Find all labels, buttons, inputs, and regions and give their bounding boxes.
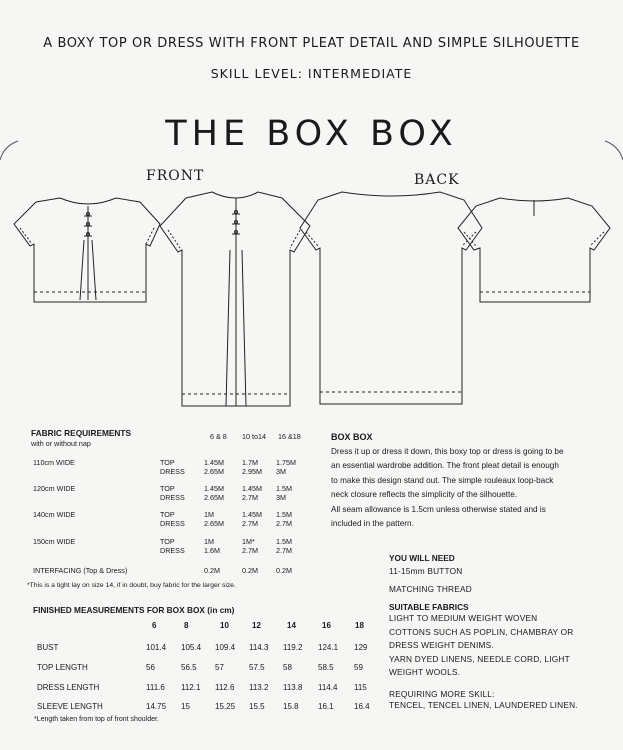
fabric-value: 2.65M	[204, 467, 224, 476]
fabric-item: TOP	[160, 484, 175, 493]
fabric-value: 1.7M	[242, 458, 258, 467]
measure-value: 56	[146, 663, 155, 672]
measure-value: 58.5	[318, 663, 334, 672]
measure-value: 129	[354, 643, 368, 652]
fabric-value: 2.7M	[276, 519, 292, 528]
measure-value: 57	[215, 663, 224, 672]
front-view-label: FRONT	[146, 168, 205, 184]
fabric-width: 150cm WIDE	[33, 537, 76, 546]
description-line: included in the pattern.	[331, 519, 414, 529]
fabric-value: 0.2M	[276, 566, 292, 575]
fabric-item: TOP	[160, 537, 175, 546]
fabric-value: 0.2M	[242, 566, 258, 575]
measure-value: 15.5	[249, 702, 265, 711]
more-skill-fabrics: TENCEL, TENCEL LINEN, LAUNDERED LINEN.	[389, 700, 578, 710]
measure-value: 114.4	[318, 683, 338, 692]
measure-value: 15	[181, 702, 190, 711]
measure-value: 112.6	[215, 683, 235, 692]
notions-heading: YOU WILL NEED	[389, 553, 455, 563]
description-line: an essential wardrobe addition. The front pleat detail is enough	[331, 461, 559, 471]
back-top-sketch	[458, 198, 610, 302]
fabric-value: 1M	[204, 537, 214, 546]
fabric-value: 1.75M	[276, 458, 296, 467]
fabric-value: 3M	[276, 467, 286, 476]
fabric-value: 0.2M	[204, 566, 220, 575]
measure-value: 113.2	[249, 683, 269, 692]
suitable-fabrics-heading: SUITABLE FABRICS	[389, 602, 469, 612]
fabric-heading: FABRIC REQUIREMENTS	[31, 428, 132, 438]
size-header: 6	[152, 621, 157, 630]
fabric-item: DRESS	[160, 467, 185, 476]
front-dress-sketch	[160, 192, 310, 406]
measure-value: 14.75	[146, 702, 167, 711]
fabric-value: 2.7M	[242, 519, 258, 528]
fabric-size-header: 6 & 8	[210, 432, 227, 441]
fabric-value: 1M	[204, 510, 214, 519]
fabric-line: COTTONS SUCH AS POPLIN, CHAMBRAY OR	[389, 626, 574, 637]
fabric-value: 1.45M	[204, 484, 224, 493]
fabric-value: 1.5M	[276, 537, 292, 546]
size-header: 8	[184, 621, 189, 630]
measure-value: 101.4	[146, 643, 167, 652]
fabric-size-header: 10 to14	[242, 432, 266, 441]
notions-list	[389, 564, 472, 597]
fabric-value: 1.5M	[276, 484, 292, 493]
fabric-size-header: 16 &18	[278, 432, 301, 441]
finished-footnote: *Length taken from top of front shoulder.	[34, 716, 159, 723]
size-header: 16	[322, 621, 331, 630]
fabric-width: 120cm WIDE	[33, 484, 76, 493]
size-header: 10	[220, 621, 229, 630]
fabric-value: 2.7M	[242, 493, 258, 502]
fabric-width: 110cm WIDE	[33, 458, 75, 467]
description-line: Dress it up or dress it down, this boxy top or dress is going to be	[331, 447, 564, 456]
fabric-line: DRESS WEIGHT DENIMS.	[389, 640, 494, 650]
fabric-value: 1.45M	[204, 458, 224, 467]
measure-value: 16.1	[318, 702, 334, 711]
fabric-line: WEIGHT WOOLS.	[389, 667, 461, 677]
measure-label: BUST	[37, 643, 59, 652]
pattern-title: THE BOX BOX	[165, 114, 458, 154]
measure-value: 113.8	[283, 683, 303, 692]
description-heading: BOX BOX	[331, 432, 373, 442]
measure-label: DRESS LENGTH	[37, 683, 100, 692]
measure-value: 57.5	[249, 663, 265, 672]
measure-value: 58	[283, 663, 292, 672]
measure-value: 15.8	[283, 702, 299, 711]
fabric-value: 1M*	[242, 537, 255, 546]
fabric-item: TOP	[160, 510, 175, 519]
fabric-item: TOP	[160, 458, 175, 467]
measure-label: SLEEVE LENGTH	[37, 702, 103, 711]
suitable-fabrics-list	[389, 612, 619, 680]
notion-item: 11-15mm BUTTON	[389, 566, 463, 576]
back-view-label: BACK	[414, 172, 460, 188]
skill-level: SKILL LEVEL: INTERMEDIATE	[210, 66, 413, 81]
measure-value: 109.4	[215, 643, 236, 652]
more-skill-heading: REQUIRING MORE SKILL:	[389, 689, 495, 699]
fabric-value: 2.65M	[204, 493, 224, 502]
measure-value: 15.25	[215, 702, 236, 711]
description-line: to make this design stand out. The simple rouleaux loop-back	[331, 475, 554, 485]
fabric-item: DRESS	[160, 546, 185, 555]
interfacing-label: INTERFACING (Top & Dress)	[33, 566, 128, 575]
size-header: 18	[355, 621, 364, 630]
tagline: A BOXY TOP OR DRESS WITH FRONT PLEAT DETAIL AND SIMPLE SILHOUETTE	[43, 36, 580, 51]
fabric-value: 1.45M	[242, 510, 262, 519]
description	[331, 445, 621, 531]
measure-value: 16.4	[354, 702, 370, 711]
fabric-item: DRESS	[160, 519, 185, 528]
fabric-value: 3M	[276, 493, 286, 502]
description-line: All seam allowance is 1.5cm unless otherwise stated and is	[331, 504, 546, 514]
measure-value: 115	[354, 683, 367, 692]
measure-value: 111.6	[146, 683, 165, 692]
measure-value: 56.5	[181, 663, 197, 672]
fabric-value: 1.6M	[204, 546, 220, 555]
measure-value: 124.1	[318, 643, 339, 652]
fabric-value: 2.65M	[204, 519, 224, 528]
fabric-line: LIGHT TO MEDIUM WEIGHT WOVEN	[389, 613, 538, 623]
size-header: 14	[287, 621, 296, 630]
fabric-item: DRESS	[160, 493, 185, 502]
fabric-line: YARN DYED LINENS, NEEDLE CORD, LIGHT	[389, 653, 570, 664]
size-header: 12	[252, 621, 261, 630]
fabric-value: 2.7M	[276, 546, 292, 555]
fabric-value: 1.45M	[242, 484, 262, 493]
fabric-value: 2.7M	[242, 546, 258, 555]
measure-value: 112.1	[181, 683, 201, 692]
fabric-subheading: with or without nap	[31, 439, 91, 448]
finished-heading: FINISHED MEASUREMENTS FOR BOX BOX (in cm)	[33, 605, 235, 615]
fabric-footnote: *This is a tight lay on size 14, if in doubt, buy fabric for the larger size.	[27, 582, 236, 589]
description-line: neck closure reflects the simplicity of the silhouette.	[331, 490, 518, 500]
measure-value: 59	[354, 663, 363, 672]
back-dress-sketch	[300, 192, 482, 404]
fabric-value: 2.95M	[242, 467, 262, 476]
fabric-width: 140cm WIDE	[33, 510, 76, 519]
notion-item: MATCHING THREAD	[389, 584, 472, 595]
measure-label: TOP LENGTH	[37, 663, 88, 672]
measure-value: 119.2	[283, 643, 303, 652]
front-top-sketch	[14, 198, 160, 302]
measure-value: 105.4	[181, 643, 202, 652]
fabric-value: 1.5M	[276, 510, 292, 519]
measure-value: 114.3	[249, 643, 269, 652]
